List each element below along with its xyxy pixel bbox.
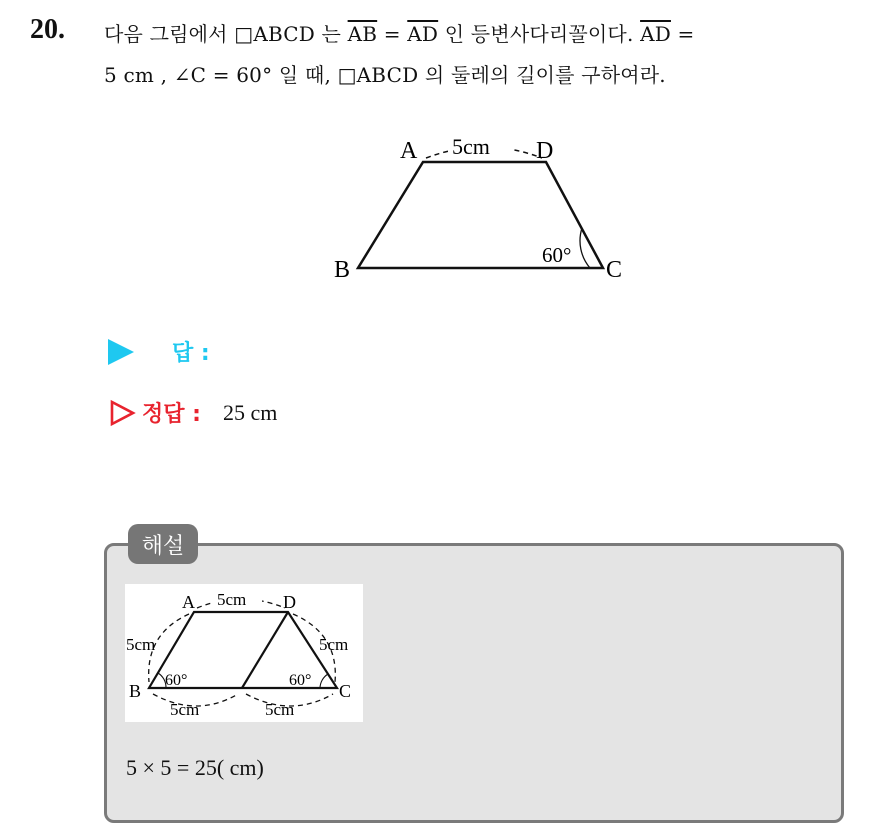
solution-figure (125, 584, 363, 722)
segment-ad-2: $\overline{AD}$ (640, 22, 671, 46)
equals-sign-2: = (677, 22, 695, 46)
outline-triangle-icon (108, 399, 136, 427)
play-triangle-icon (108, 339, 134, 365)
answer-label: 답 : (172, 341, 210, 366)
solution-equation: 5 × 5 = 25( cm) (126, 755, 264, 780)
top-length-label: 5cm (452, 134, 490, 159)
question-number: 20. (30, 14, 65, 45)
len-right-label: 5cm (319, 635, 349, 654)
trapezoid-figure (328, 128, 638, 288)
vertex-c-label: C (339, 681, 352, 701)
segment-ad: $\overline{AD}$ (407, 22, 439, 46)
vertex-b-label: B (129, 681, 142, 701)
angle-c-label: 60° (542, 243, 572, 267)
question-line-2: 5 cm , ∠C = 60° 일 때, □ABCD 의 둘레의 길이를 구하여라. (104, 63, 666, 87)
vertex-a-label: A (182, 592, 195, 612)
len-top-label: 5cm (217, 590, 247, 609)
vertex-b-label: B (334, 257, 351, 283)
question-line-1 (104, 18, 695, 47)
question-text-start: 다음 그림에서 □ABCD 는 (104, 22, 342, 46)
solution-tab: 해설 (128, 524, 198, 564)
correct-answer-label: 정답 : (142, 402, 201, 427)
answer-row (108, 336, 210, 367)
vertex-c-label: C (606, 257, 623, 283)
correct-answer-row (108, 397, 277, 428)
vertex-d-label: D (536, 138, 554, 164)
len-left-label: 5cm (126, 635, 156, 654)
len-bottom-left-label: 5cm (170, 700, 200, 719)
vertex-a-label: A (400, 138, 418, 164)
angle-b-label: 60° (165, 672, 188, 689)
angle-c-label: 60° (289, 672, 312, 689)
vertex-d-label: D (283, 592, 296, 612)
correct-answer-value: 25 cm (222, 399, 278, 425)
segment-ab: $\overline{AB}$ (347, 22, 378, 46)
equals-sign: = (383, 22, 401, 46)
len-bottom-right-label: 5cm (265, 700, 295, 719)
question-text-mid: 인 등변사다리꼴이다. (444, 22, 634, 46)
